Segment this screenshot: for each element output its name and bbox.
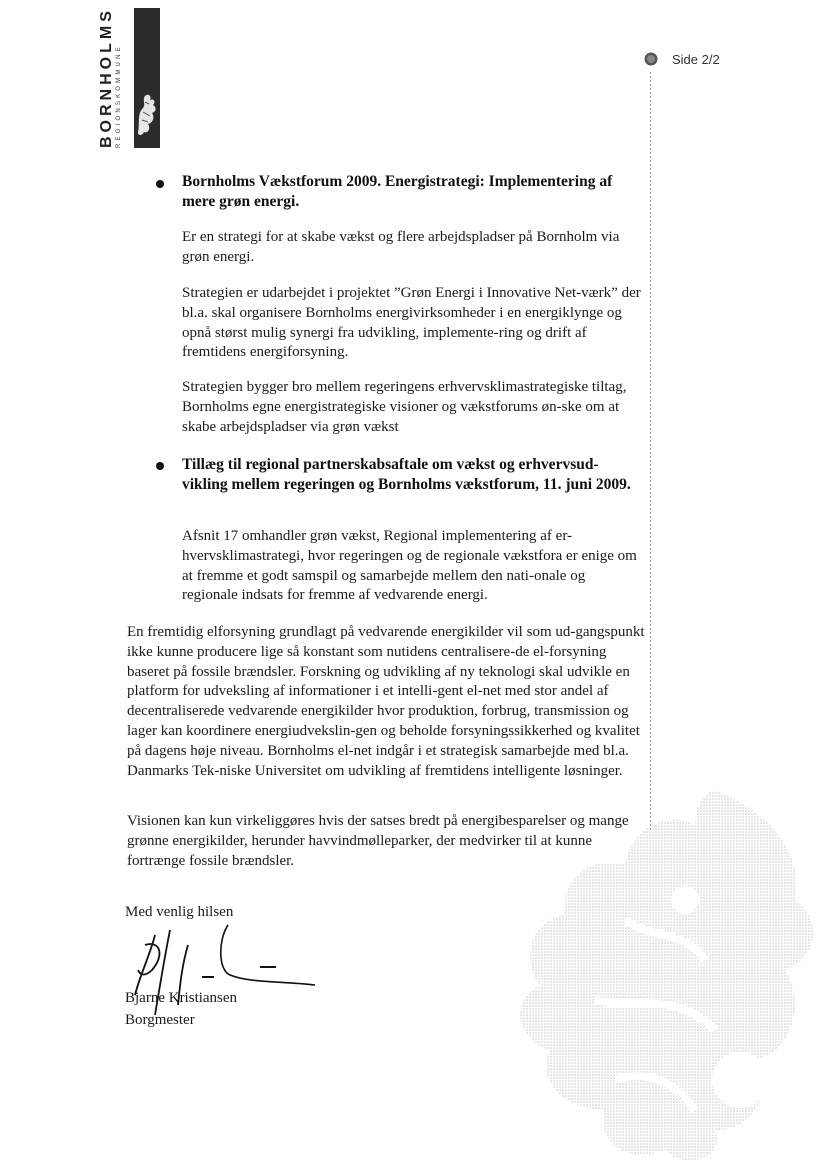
logo-subtitle: REGIONSKOMMUNE bbox=[116, 44, 122, 148]
paragraph: Strategien bygger bro mellem regeringens erhvervsklimastrategiske tiltag, Bornholms egne energistrategiske visioner og vækstforums øn-ske om at skabe arbejdspladser via grøn vækst bbox=[182, 379, 627, 435]
logo-dragon-emblem bbox=[134, 8, 160, 148]
section-title: Bornholms Vækstforum 2009. Energistrategi: Implementering af mere grøn energi. bbox=[182, 173, 613, 210]
dragon-watermark bbox=[505, 780, 825, 1168]
dragon-icon bbox=[134, 82, 160, 142]
logo-name: BORNHOLMS bbox=[98, 7, 115, 148]
margin-line bbox=[650, 72, 651, 832]
closing-greeting: Med venlig hilsen bbox=[125, 904, 234, 920]
paragraph: Afsnit 17 omhandler grøn vækst, Regional implementering af er-hvervsklimastrategi, hvor regeringen og de regionale vækstfora er enige om at fremme et godt samspil og samarbejde mellem den nati-onale og regionale indsats for fremme af vedvarende energi. bbox=[182, 528, 637, 604]
bullet bbox=[156, 462, 164, 470]
page-number: Side 2/2 bbox=[672, 52, 720, 67]
body-paragraph: En fremtidig elforsyning grundlagt på vedvarende energikilder vil som ud-gangspunkt ikke kunne producere lige så konstant som nutidens centralisere-de el-forsyning baseret på fossile brændsler. Forskning og udvikling af ny teknologi skal udvikle en platform for udveksling af informationer i et intelli-gent el-net med stor andel af decentraliserede vedvarende energikilder hvor produktion, forbrug, transmission og lager kan koordinere energiudvekslin-gen og beholde forsyningssikkerhed og kvalitet på dagens høje niveau. Bornholms el-net indgår i et strategisk samarbejde med bl.a. Danmarks Tek-niske Universitet om udvikling af fremtidens intelligente løsninger. bbox=[127, 624, 645, 779]
handwritten-signature bbox=[110, 915, 320, 1025]
paragraph: Er en strategi for at skabe vækst og flere arbejdspladser på Bornholm via grøn energi. bbox=[182, 229, 620, 265]
signatory-title: Borgmester bbox=[125, 1012, 195, 1028]
bullet bbox=[156, 180, 164, 188]
section-title: Tillæg til regional partnerskabsaftale om vækst og erhvervsud-vikling mellem regeringen og Bornholms vækstforum, 11. juni 2009. bbox=[182, 456, 631, 493]
signatory-name: Bjarne Kristiansen bbox=[125, 990, 238, 1006]
paragraph: Strategien er udarbejdet i projektet ”Grøn Energi i Innovative Net-værk” der bl.a. skal organisere Bornholms energivirksomheder i en energiklynge og opnå størst mulig synergi fra udvikling, implemente-ring og drift af fremtidens energiforsyning. bbox=[182, 285, 641, 361]
body-paragraph: Visionen kan kun virkeliggøres hvis der satses bredt på energibesparelser og mange grønne energikilder, herunder havvindmølleparker, der medvirker til at kunne fortrænge fossile brændsler. bbox=[127, 813, 629, 869]
page-marker-icon bbox=[644, 52, 658, 66]
